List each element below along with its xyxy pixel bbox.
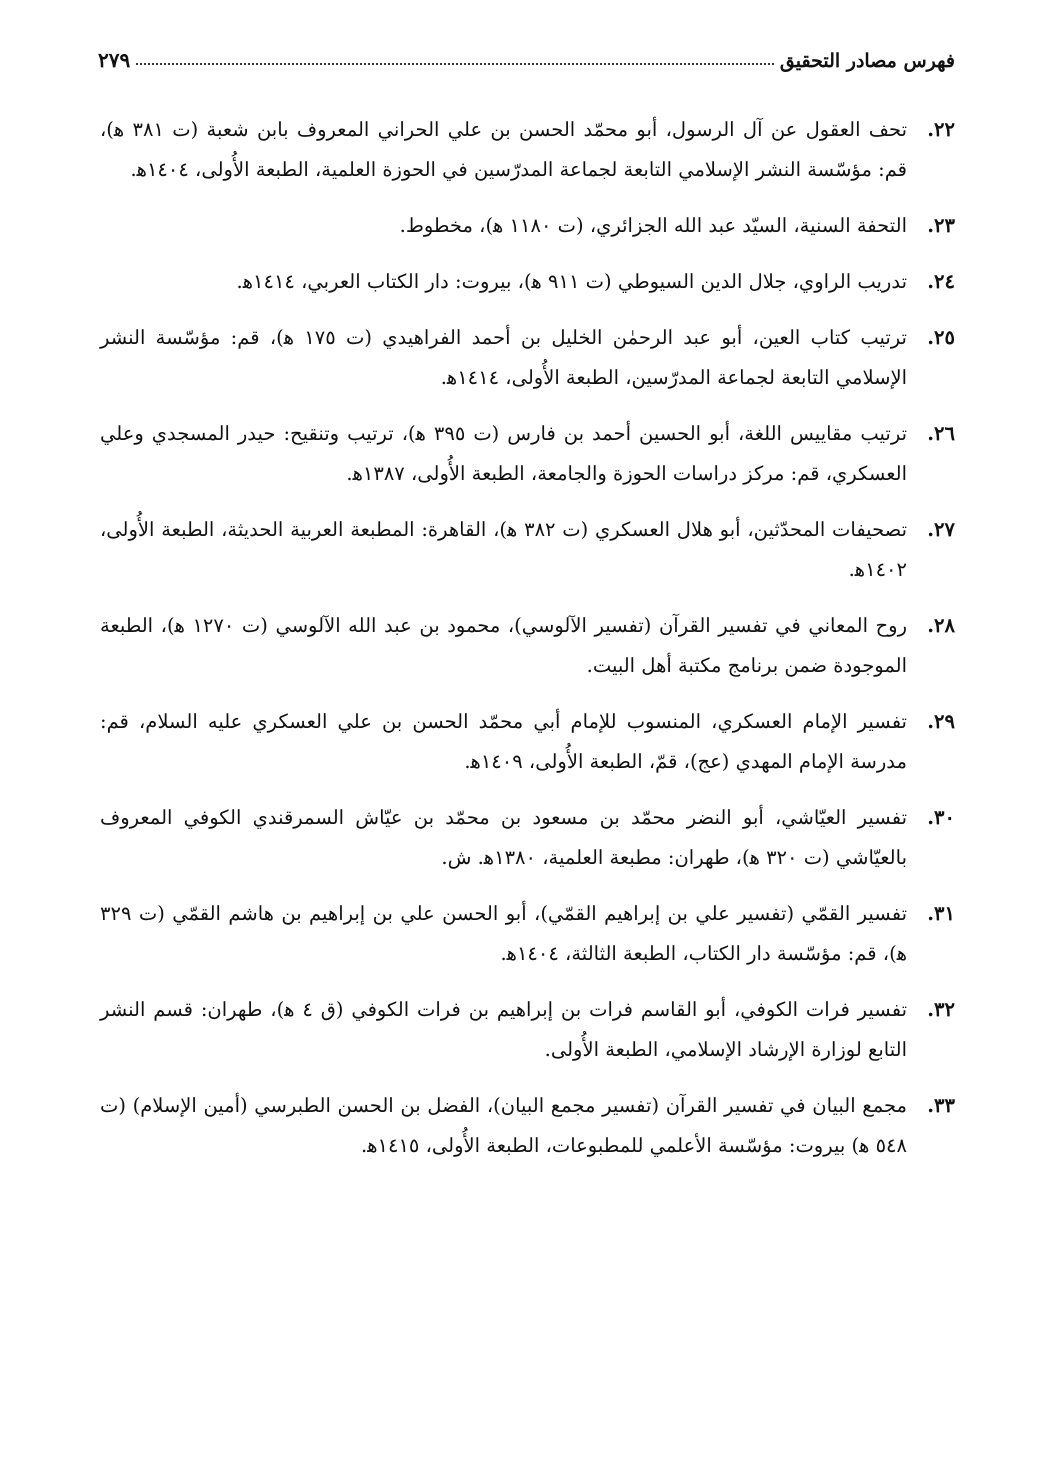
entry-text: تحف العقول عن آل الرسول، أبو محمّد الحسن بن علي الحراني المعروف بابن شعبة (ت ٣٨١ ه‍)، قم: مؤسّسة النشر الإسلامي التابعة لجماعة المدرّسين في الحوزة العلمية، الطبعة الأُولى، ١٤٠٤ه‍. (100, 118, 908, 181)
bibliography-entry (100, 510, 955, 590)
bibliography-entry (100, 606, 955, 686)
entry-number: ٣٠. (927, 806, 955, 829)
entry-text: ترتيب كتاب العين، أبو عبد الرحمٰن الخليل بن أحمد الفراهيدي (ت ١٧٥ ه‍)، قم: مؤسّسة النشر الإسلامي التابعة لجماعة المدرّسين، الطبعة الأُولى، ١٤١٤ه‍. (100, 326, 907, 389)
entry-number: ٢٥. (927, 326, 955, 349)
bibliography-entry (100, 414, 955, 494)
bibliography-entry (100, 798, 955, 878)
entry-text: تفسير الإمام العسكري، المنسوب للإمام أبي محمّد الحسن بن علي العسكري عليه السلام، قم: مدرسة الإمام المهدي (عج)، قمّ، الطبعة الأُولى، ١٤٠٩ه‍. (100, 710, 907, 773)
bibliography-entry (100, 702, 955, 782)
bibliography-entry (100, 990, 955, 1070)
entry-number: ٢٨. (927, 614, 955, 637)
bibliography-entry (100, 206, 955, 246)
bibliography-entry (100, 110, 955, 190)
entry-text: ترتيب مقاييس اللغة، أبو الحسين أحمد بن فارس (ت ٣٩٥ ه‍)، ترتيب وتنقيح: حيدر المسجدي وعلي العسكري، قم: مركز دراسات الحوزة والجامعة، الطبعة الأُولى، ١٣٨٧ه‍. (100, 422, 908, 485)
entry-number: ٢٤. (927, 270, 955, 293)
bibliography-list (100, 110, 955, 1182)
page-number: ٢٧٩ (98, 48, 131, 72)
running-header (98, 36, 955, 72)
entry-text: تصحيفات المحدّثين، أبو هلال العسكري (ت ٣٨٢ ه‍)، القاهرة: المطبعة العربية الحديثة، الطبعة الأُولى، ١٤٠٢ه‍. (100, 518, 907, 581)
header-dot-leader (136, 62, 774, 65)
entry-text: تفسير فرات الكوفي، أبو القاسم فرات بن إبراهيم بن فرات الكوفي (ق ٤ ه‍)، طهران: قسم النشر التابع لوزارة الإرشاد الإسلامي، الطبعة الأُولى. (100, 998, 907, 1061)
entry-number: ٢٧. (927, 518, 955, 541)
entry-text: مجمع البيان في تفسير القرآن (تفسير مجمع البيان)، الفضل بن الحسن الطبرسي (أمين الإسلام) (ت ٥٤٨ ه‍) بيروت: مؤسّسة الأعلمي للمطبوعات، الطبعة الأُولى، ١٤١٥ه‍. (100, 1094, 907, 1157)
bibliography-entry (100, 262, 955, 302)
header-title: فهرس مصادر التحقيق (779, 50, 955, 72)
entry-number: ٣٣. (927, 1094, 955, 1117)
bibliography-entry (100, 1086, 955, 1166)
entry-number: ٢٣. (927, 214, 955, 237)
entry-number: ٢٢. (927, 118, 955, 141)
entry-number: ٣١. (927, 902, 955, 925)
entry-number: ٣٢. (927, 998, 955, 1021)
entry-text: تفسير العيّاشي، أبو النضر محمّد بن مسعود بن محمّد بن عيّاش السمرقندي الكوفي المعروف بالعيّاشي (ت ٣٢٠ ه‍)، طهران: مطبعة العلمية، ١٣٨٠ه‍. ش. (100, 806, 907, 869)
entry-text: التحفة السنية، السيّد عبد الله الجزائري، (ت ١١٨٠ ه‍)، مخطوط. (399, 214, 907, 237)
entry-number: ٢٩. (927, 710, 955, 733)
entry-text: تدريب الراوي، جلال الدين السيوطي (ت ٩١١ ه‍)، بيروت: دار الكتاب العربي، ١٤١٤ه‍. (236, 270, 907, 293)
bibliography-entry (100, 318, 955, 398)
entry-text: روح المعاني في تفسير القرآن (تفسير الآلوسي)، محمود بن عبد الله الآلوسي (ت ١٢٧٠ ه‍)، الطبعة الموجودة ضمن برنامج مكتبة أهل البيت. (100, 614, 907, 677)
entry-text: تفسير القمّي (تفسير علي بن إبراهيم القمّي)، أبو الحسن علي بن إبراهيم بن هاشم القمّي (ت ٣٢٩ ه‍)، قم: مؤسّسة دار الكتاب، الطبعة الثالثة، ١٤٠٤ه‍. (100, 902, 907, 965)
entry-number: ٢٦. (927, 422, 955, 445)
bibliography-entry (100, 894, 955, 974)
